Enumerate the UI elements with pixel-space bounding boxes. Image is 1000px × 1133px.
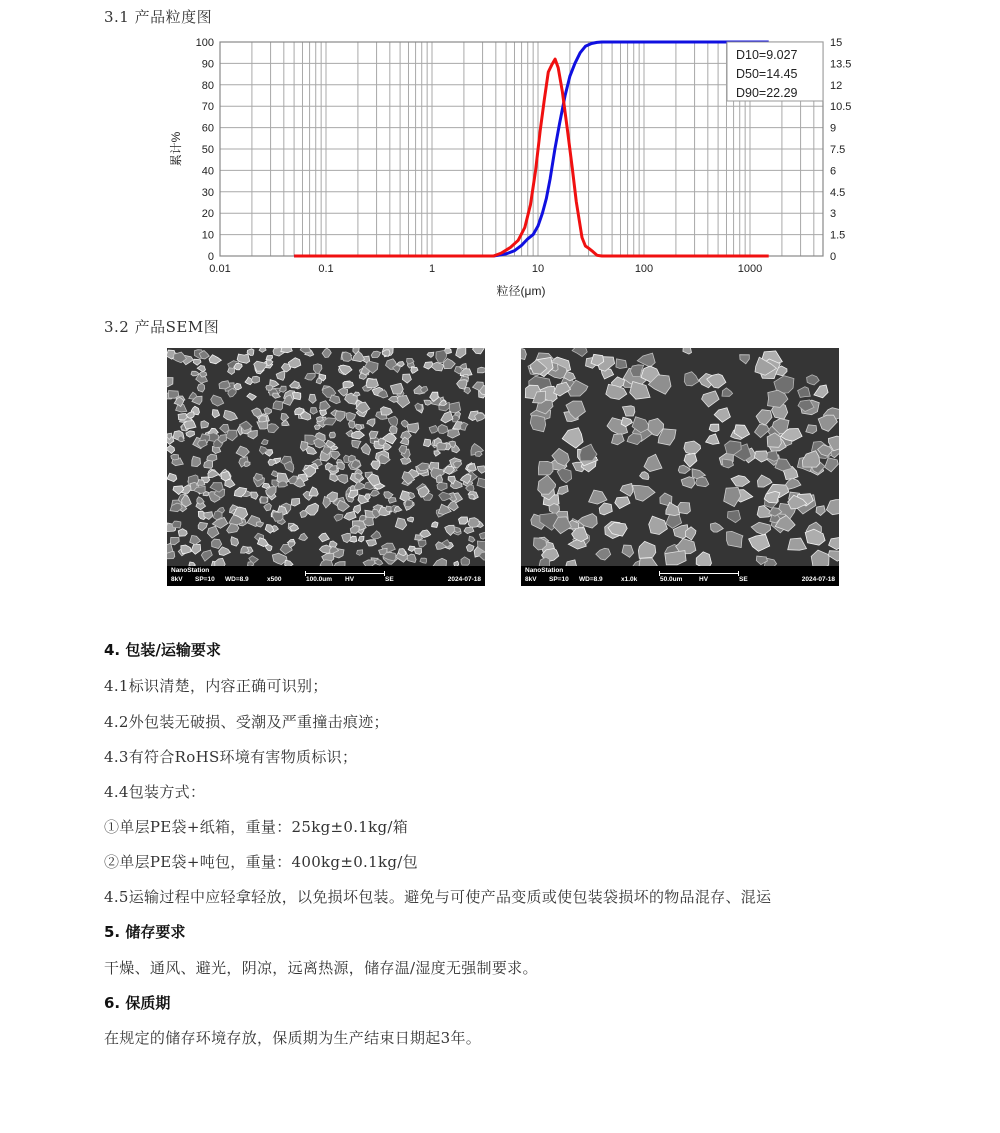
packaging-option-1: ①单层PE袋+纸箱，重量：25kg±0.1kg/箱 [104, 818, 409, 836]
svg-text:40: 40 [201, 165, 214, 178]
svg-text:12: 12 [830, 79, 843, 92]
section-6-heading: 6. 保质期 [104, 994, 171, 1012]
sem-info-bar [167, 566, 485, 586]
section-3-1-title: 3.1 产品粒度图 [104, 8, 213, 26]
particle-size-chart [160, 30, 860, 305]
sem-magnification: x1.0k [621, 576, 638, 583]
packaging-item-4-4: 4.4包装方式： [104, 783, 206, 801]
svg-text:80: 80 [201, 79, 214, 92]
svg-text:1000: 1000 [737, 263, 763, 275]
sem-wd: WD=8.9 [225, 576, 249, 583]
y-axis-left [196, 37, 214, 263]
sem-mode: HV [345, 576, 355, 583]
svg-text:50: 50 [201, 144, 214, 156]
sem-scale: 100.0um [306, 576, 333, 583]
sem-particles [521, 348, 839, 566]
sem-detector: SE [739, 576, 748, 583]
svg-text:13.5: 13.5 [830, 58, 852, 71]
sem-magnification: x500 [267, 576, 282, 583]
sem-kv: 8kV [525, 576, 537, 583]
sem-scale: 50.0um [660, 576, 683, 583]
d10-value: D10=9.027 [736, 48, 798, 62]
d50-value: D50=14.45 [736, 67, 798, 81]
packaging-item-4-5: 4.5运输过程中应轻拿轻放，以免损坏包装。避免与可使产品变质或使包装袋损坏的物品混存、混运 [104, 888, 772, 906]
sem-kv: 8kV [171, 576, 183, 583]
svg-text:0.1: 0.1 [318, 263, 334, 275]
differential-curve [294, 59, 769, 256]
sem-date: 2024-07-18 [447, 576, 481, 583]
svg-text:10: 10 [531, 263, 545, 275]
svg-text:20: 20 [201, 208, 214, 221]
sem-mode: HV [699, 576, 709, 583]
section-3-2-title: 3.2 产品SEM图 [104, 318, 220, 336]
svg-text:60: 60 [201, 122, 214, 135]
sem-info-bar [521, 566, 839, 586]
sem-sp: SP=10 [549, 576, 569, 583]
svg-text:30: 30 [201, 186, 214, 199]
svg-text:0.01: 0.01 [209, 263, 231, 275]
svg-text:4.5: 4.5 [830, 186, 846, 199]
d-values-legend [727, 42, 823, 101]
svg-text:90: 90 [201, 58, 214, 71]
sem-date: 2024-07-18 [801, 576, 835, 583]
sem-particles [167, 348, 485, 566]
sem-brand: NanoStation [525, 567, 564, 574]
svg-text:0: 0 [830, 251, 837, 263]
svg-text:1: 1 [428, 263, 436, 275]
svg-text:7.5: 7.5 [830, 144, 846, 156]
svg-text:9: 9 [830, 122, 837, 135]
svg-text:15: 15 [830, 37, 843, 49]
svg-text:100: 100 [634, 263, 654, 275]
svg-text:6: 6 [830, 165, 837, 178]
svg-text:3: 3 [830, 208, 837, 221]
y-axis-label: 累计% [169, 131, 183, 167]
section-4-heading: 4. 包装/运输要求 [104, 641, 221, 659]
packaging-option-2: ②单层PE袋+吨包，重量：400kg±0.1kg/包 [104, 853, 418, 871]
sem-image-x500 [167, 348, 485, 586]
svg-text:70: 70 [201, 101, 214, 114]
d90-value: D90=22.29 [736, 86, 798, 100]
svg-text:0: 0 [207, 251, 214, 263]
svg-text:100: 100 [195, 37, 214, 49]
svg-text:10: 10 [201, 229, 214, 242]
y-axis-right [830, 37, 851, 263]
x-axis [209, 263, 762, 275]
sem-brand: NanoStation [171, 567, 210, 574]
svg-text:1.5: 1.5 [830, 229, 846, 242]
sem-scale-bar [305, 573, 385, 574]
sem-sp: SP=10 [195, 576, 215, 583]
section-5-heading: 5. 储存要求 [104, 923, 186, 941]
sem-scale-bar [659, 573, 739, 574]
packaging-item-4-2: 4.2外包装无破损、受潮及严重撞击痕迹； [104, 713, 389, 731]
x-axis-label: 粒径(μm) [496, 284, 546, 298]
svg-text:10.5: 10.5 [830, 101, 852, 114]
sem-wd: WD=8.9 [579, 576, 603, 583]
packaging-item-4-3: 4.3有符合RoHS环境有害物质标识； [104, 748, 358, 766]
storage-text: 干燥、通风、避光，阴凉，远离热源，储存温/湿度无强制要求。 [104, 959, 538, 977]
sem-detector: SE [385, 576, 394, 583]
shelf-life-text: 在规定的储存环境存放，保质期为生产结束日期起3年。 [104, 1029, 482, 1047]
sem-image-x1k [521, 348, 839, 586]
packaging-item-4-1: 4.1标识清楚，内容正确可识别； [104, 677, 328, 695]
